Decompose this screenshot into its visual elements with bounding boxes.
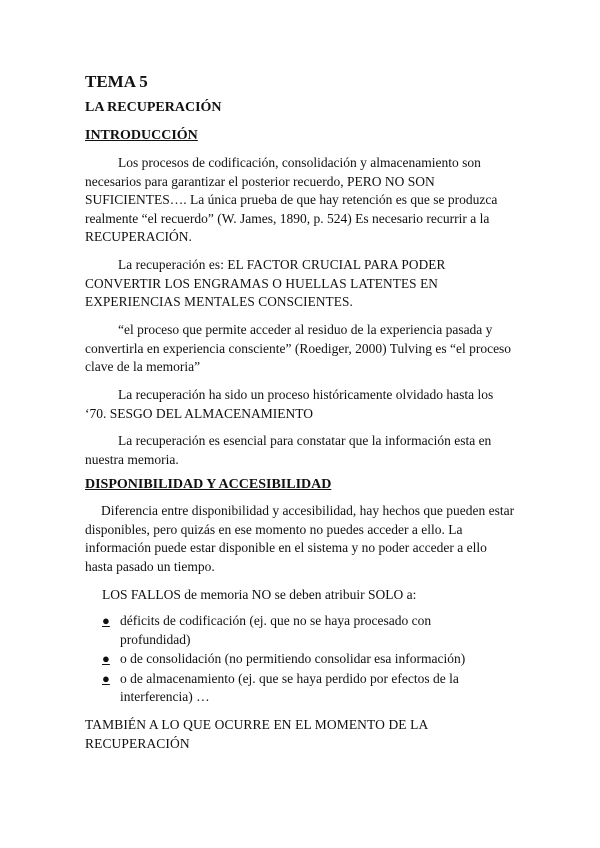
list-item-text: déficits de codificación (ej. que no se haya procesado con profundidad) (120, 613, 432, 647)
list-item (102, 612, 502, 649)
closing-statement: TAMBIÉN A LO QUE OCURRE EN EL MOMENTO DE LA RECUPERACIÓN (85, 717, 428, 751)
chapter-subtitle: LA RECUPERACIÓN (85, 100, 222, 115)
list-item-text: o de consolidación (no permitiendo consolidar esa información) (120, 651, 466, 666)
intro-paragraph-4: La recuperación ha sido un proceso históricamente olvidado hasta los ‘70. SESGO DEL ALMACENAMIENTO (85, 387, 494, 421)
page-title: TEMA 5 (85, 72, 148, 91)
bullet-icon: ● (102, 651, 110, 666)
section-heading-availability: DISPONIBILIDAD Y ACCESIBILIDAD (85, 477, 332, 492)
list-item (102, 650, 502, 669)
list-item (102, 670, 502, 707)
availability-paragraph-2: LOS FALLOS de memoria NO se deben atribuir SOLO a: (102, 587, 417, 602)
intro-paragraph-5: La recuperación es esencial para constatar que la información esta en nuestra memoria. (85, 433, 492, 467)
section-heading-intro: INTRODUCCIÓN (85, 128, 198, 143)
availability-paragraph-1: Diferencia entre disponibilidad y accesibilidad, hay hechos que pueden estar disponibles, pero quizás en ese momento no puedes acceder a ello. La información puede estar disponible en el sistema y no poder acceder a ello hasta pasado un tiempo. (85, 503, 515, 574)
intro-paragraph-2: La recuperación es: EL FACTOR CRUCIAL PARA PODER CONVERTIR LOS ENGRAMAS O HUELLAS LATENTES EN EXPERIENCIAS MENTALES CONSCIENTES. (85, 257, 446, 309)
bullet-icon: ● (102, 670, 110, 686)
intro-paragraph-3: “el proceso que permite acceder al residuo de la experiencia pasada y convertirla en experiencia consciente” (Roediger, 2000) Tulving es “el proceso clave de la memoria” (85, 322, 512, 374)
memory-failure-list (102, 612, 502, 708)
bullet-icon: ● (102, 613, 110, 628)
list-item-text: o de almacenamiento (ej. que se haya perdido por efectos de la interferencia) … (120, 670, 459, 704)
intro-paragraph-1: Los procesos de codificación, consolidación y almacenamiento son necesarios para garantizar el posterior recuerdo, PERO NO SON SUFICIENTES…. La única prueba de que hay retención es que se produzca realmente “el recuerdo” (W. James, 1890, p. 524) Es necesario recurrir a la RECUPERACIÓN. (85, 155, 498, 244)
